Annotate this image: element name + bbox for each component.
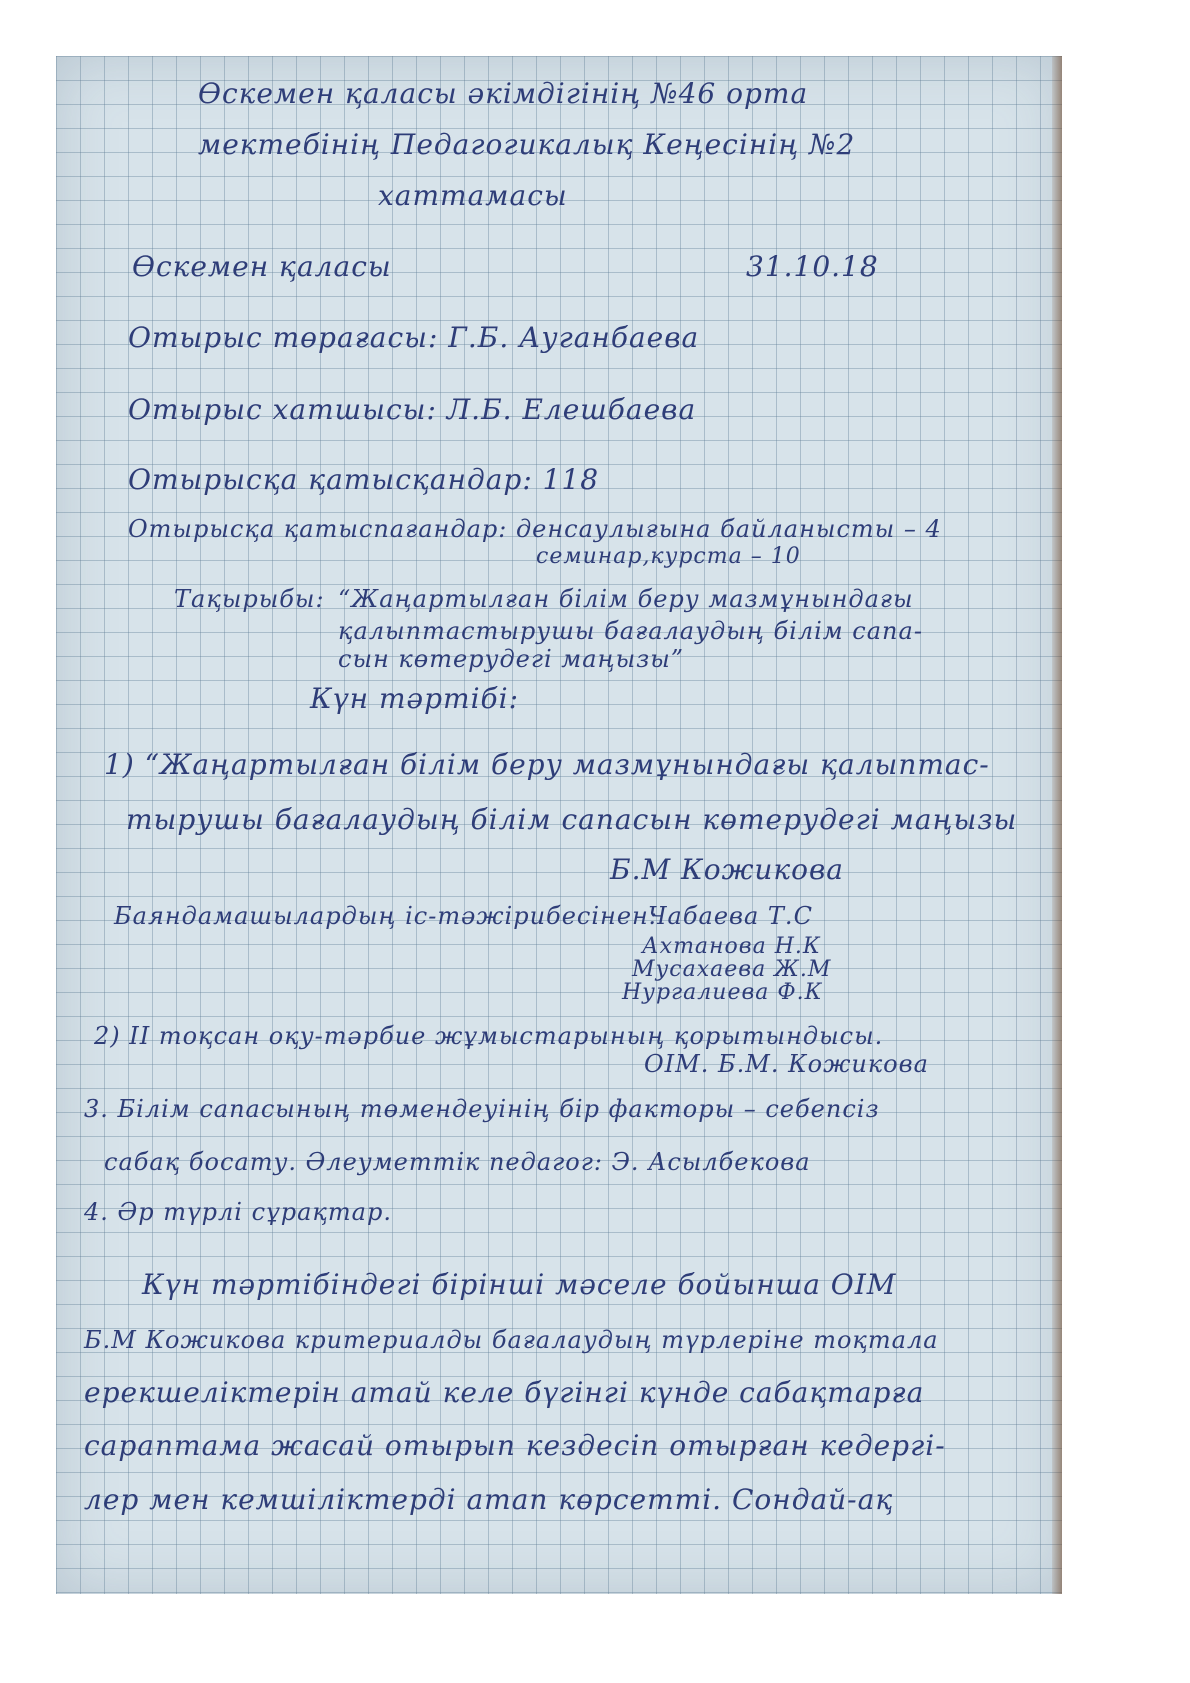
absent-line-1: Отырысқа қатыспағандар: денсаулығына байланысты – 4 [128,515,942,543]
agenda-item-2-line-2: ОІМ. Б.М. Кожикова [644,1050,929,1078]
absent-line-2: семинар,курста – 10 [536,544,801,569]
secretary-line: Отырыс хатшысы: Л.Б. Елешбаева [128,393,697,426]
agenda-item-1-line-2: тырушы бағалаудың білім сапасын көтерудегі маңызы [126,803,1018,836]
title-line-3: хаттамасы [378,179,568,212]
title-line-1: Өскемен қаласы әкімдігінің №46 орта [198,77,809,110]
paragraph-line-3: ерекшеліктерін атай келе бүгінгі күнде сабақтарға [84,1376,925,1409]
agenda-heading: Күн тәртібі: [310,682,520,715]
agenda-item-1-speaker: Б.М Кожикова [610,853,845,886]
agenda-item-2-line-1: 2) II тоқсан оқу-тәрбие жұмыстарының қорытындысы. [94,1022,884,1050]
speaker-name: Чабаева Т.С [648,902,813,930]
topic-line-1: “Жаңартылған білім беру мазмұнындағы [338,585,914,613]
speaker-name: Нургалиева Ф.К [622,980,823,1005]
topic-line-3: сын көтерудегі маңызы” [338,645,685,673]
city-label: Өскемен қаласы [132,250,392,283]
speakers-experience-label: Баяндамашылардың іс-тәжірибесінен: [114,902,658,930]
chair-line: Отырыс төрағасы: Г.Б. Ауганбаева [128,321,700,354]
agenda-item-4: 4. Әр түрлі сұрақтар. [84,1198,392,1226]
speaker-name: Мусахаева Ж.М [632,957,832,982]
speaker-name: Ахтанова Н.К [642,934,821,959]
document-date: 31.10.18 [746,250,879,283]
topic-label: Тақырыбы: [174,585,325,613]
title-line-2: мектебінің Педагогикалық Кеңесінің №2 [198,128,856,161]
paragraph-line-1: Күн тәртібіндегі бірінші мәселе бойынша ОІМ [142,1268,897,1301]
topic-line-2: қалыптастырушы бағалаудың білім сапа- [338,617,923,645]
paragraph-line-2: Б.М Кожикова критериалды бағалаудың түрлеріне тоқтала [84,1326,939,1354]
paragraph-line-5: лер мен кемшіліктерді атап көрсетті. Сондай-ақ [84,1483,894,1516]
notebook-page-photo [56,56,1062,1594]
agenda-item-3-line-1: 3. Білім сапасының төмендеуінің бір факторы – себепсіз [84,1095,880,1123]
paragraph-line-4: сараптама жасай отырып кездесіп отырған кедергі- [84,1429,946,1462]
agenda-item-3-line-2: сабақ босату. Әлеуметтік педагог: Э. Асылбекова [104,1148,811,1176]
attended-line: Отырысқа қатысқандар: 118 [128,463,600,496]
agenda-item-1-line-1: 1) “Жаңартылған білім беру мазмұнындағы қалыптас- [104,748,990,781]
